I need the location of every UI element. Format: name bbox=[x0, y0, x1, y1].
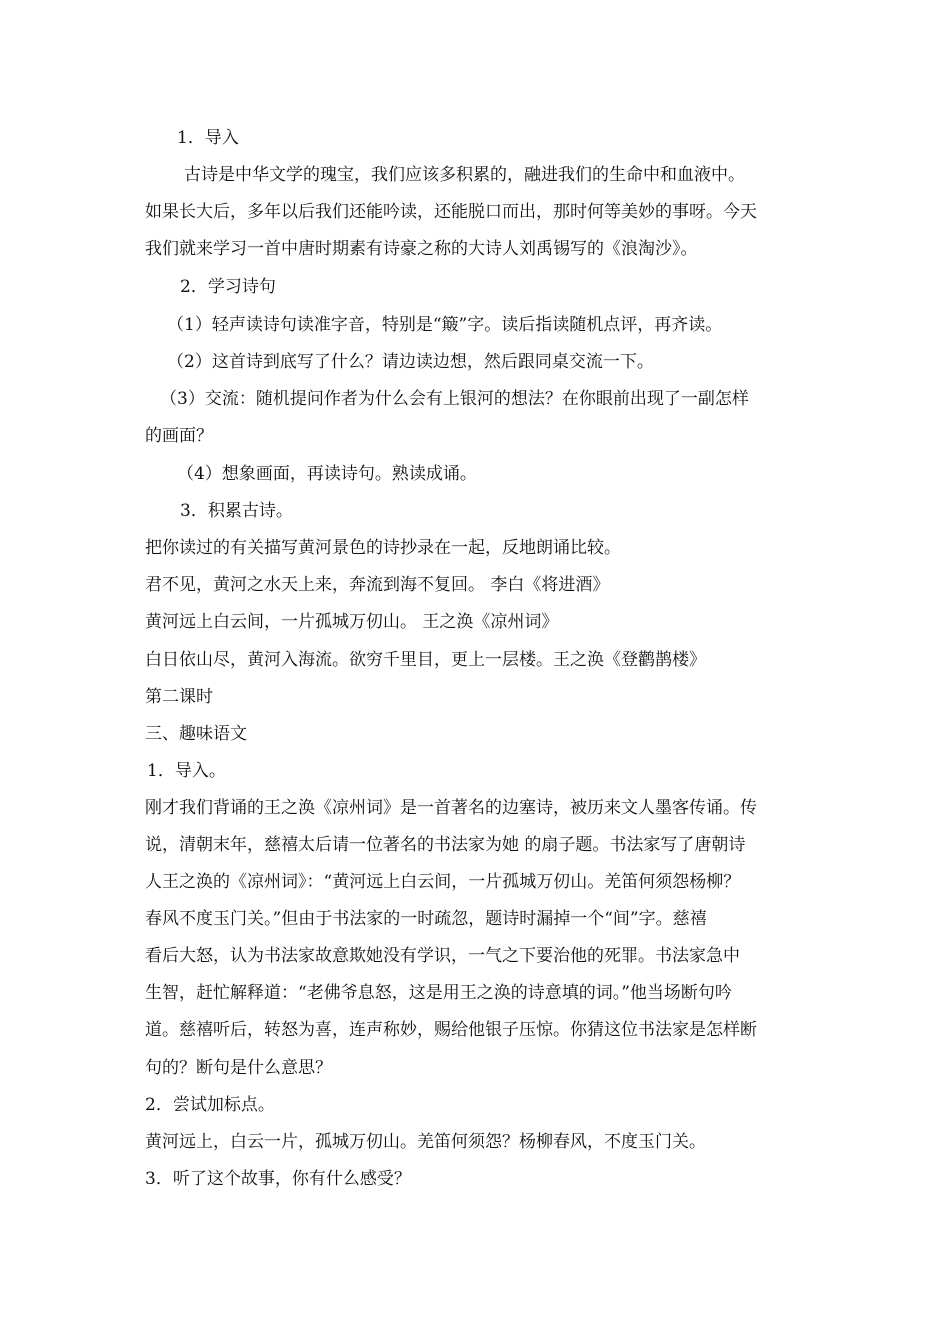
heading-accumulate: 3．积累古诗。 bbox=[180, 501, 293, 521]
heading-punctuation: 2．尝试加标点。 bbox=[145, 1095, 275, 1115]
heading-intro: 1．导入 bbox=[177, 128, 239, 148]
paragraph-line: 句的？断句是什么意思？ bbox=[145, 1058, 332, 1078]
paragraph-line: 道。慈禧听后，转怒为喜，连声称妙，赐给他银子压惊。你猜这位书法家是怎样断 bbox=[145, 1020, 757, 1040]
list-item: （2）这首诗到底写了什么？请边读边想，然后跟同桌交流一下。 bbox=[167, 352, 654, 372]
heading-study-poem: 2．学习诗句 bbox=[180, 277, 276, 297]
heading-feelings: 3．听了这个故事，你有什么感受？ bbox=[145, 1169, 411, 1189]
paragraph-line: 人王之涣的《凉州词》：“黄河远上白云间，一片孤城万仞山。羌笛何须怨杨柳？ bbox=[145, 872, 741, 892]
paragraph-line: 说，清朝末年，慈禧太后请一位著名的书法家为她 的扇子题。书法家写了唐朝诗 bbox=[145, 835, 746, 855]
paragraph-line: 生智，赶忙解释道：“老佛爷息怒，这是用王之涣的诗意填的词。”他当场断句吟 bbox=[145, 983, 732, 1003]
list-item: （3）交流：随机提问作者为什么会有上银河的想法？在你眼前出现了一副怎样 bbox=[160, 389, 749, 409]
list-item: （4）想象画面，再读诗句。熟读成诵。 bbox=[177, 464, 477, 484]
heading-intro-2: 1．导入。 bbox=[147, 761, 226, 781]
paragraph-line: 如果长大后，多年以后我们还能吟读，还能脱口而出，那时何等美妙的事呀。今天 bbox=[145, 202, 757, 222]
paragraph-line: 的画面？ bbox=[145, 426, 213, 446]
paragraph-line: 刚才我们背诵的王之涣《凉州词》是一首著名的边塞诗，被历来文人墨客传诵。传 bbox=[145, 798, 757, 818]
paragraph-line: 我们就来学习一首中唐时期素有诗豪之称的大诗人刘禹锡写的《浪淘沙》。 bbox=[145, 239, 698, 259]
section-heading-second-lesson: 第二课时 bbox=[145, 687, 213, 707]
paragraph-line: 春风不度玉门关。”但由于书法家的一时疏忽，题诗时漏掉一个“间”字。慈禧 bbox=[145, 909, 707, 929]
paragraph-line: 古诗是中华文学的瑰宝，我们应该多积累的，融进我们的生命中和血液中。 bbox=[184, 165, 745, 185]
poem-line: 黄河远上白云间，一片孤城万仞山。 王之涣《凉州词》 bbox=[145, 612, 559, 632]
paragraph-line: 看后大怒，认为书法家故意欺她没有学识，一气之下要治他的死罪。书法家急中 bbox=[145, 946, 740, 966]
poem-line: 白日依山尽，黄河入海流。欲穷千里目，更上一层楼。王之涣《登鹳鹊楼》 bbox=[145, 650, 706, 670]
paragraph-line: 把你读过的有关描写黄河景色的诗抄录在一起，反地朗诵比较。 bbox=[145, 538, 621, 558]
list-item: （1）轻声读诗句读准字音，特别是“簸”字。读后指读随机点评，再齐读。 bbox=[167, 315, 723, 335]
poem-line: 君不见，黄河之水天上来，奔流到海不复回。 李白《将进酒》 bbox=[145, 575, 610, 595]
section-heading-fun-chinese: 三、趣味语文 bbox=[145, 724, 247, 744]
poem-line: 黄河远上，白云一片，孤城万仞山。羌笛何须怨？杨柳春风，不度玉门关。 bbox=[145, 1132, 706, 1152]
